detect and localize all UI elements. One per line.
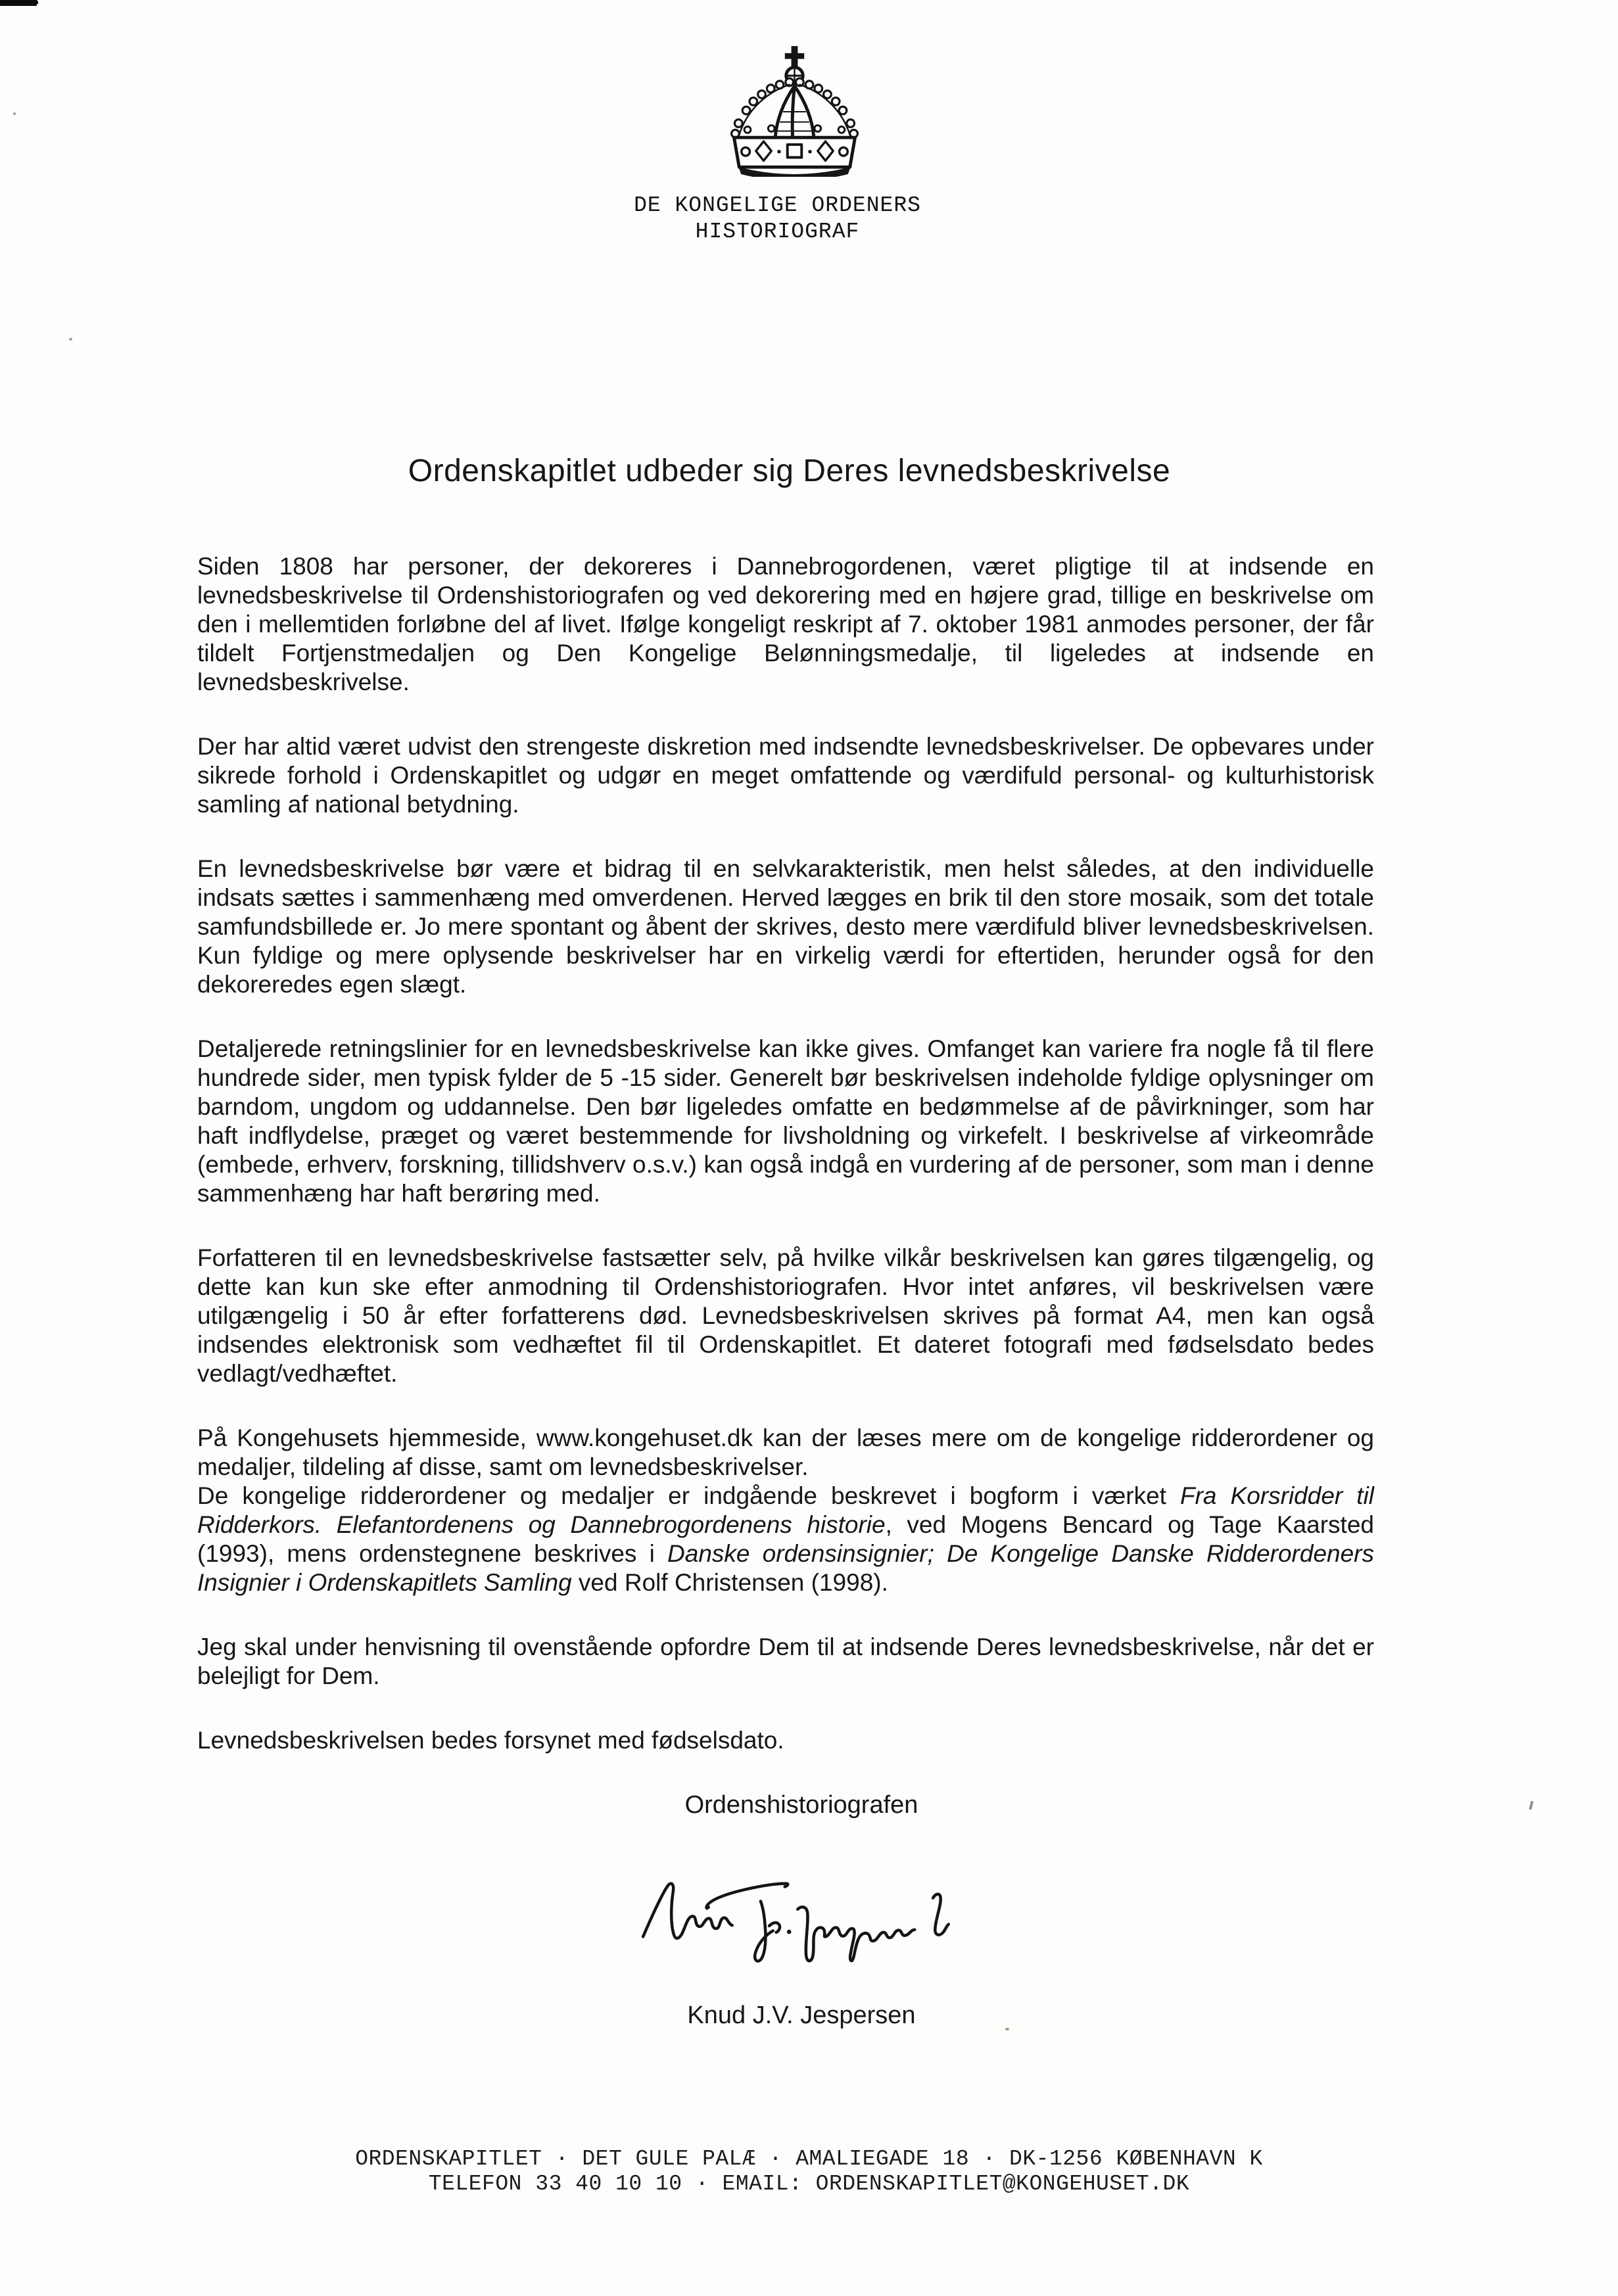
paragraph [197, 1424, 1374, 1482]
paragraph-text: Forfatteren til en levnedsbeskrivelse fastsætter selv, på hvilke vilkår beskrivelsen kan gøres tilgængelig, og dette kan kun ske efter anmodning til Ordenshistoriografen. Hvor intet anføres, vil beskrivelsen være utilgængelig i 50 år efter forfatterens død. Levnedsbeskrivelsen skrives på format A4, men kan også indsendes elektronisk som vedhæftet fil til Ordenskapitlet. Et dateret fotografi med fødselsdato bedes vedlagt/vedhæftet. [197, 1244, 1374, 1387]
letter-body [197, 552, 1374, 1755]
org-line-1: DE KONGELIGE ORDENERS [634, 193, 921, 218]
handwritten-signature [640, 1855, 963, 1973]
footer-address-line: ORDENSKAPITLET · DET GULE PALÆ · AMALIEGADE 18 · DK-1256 KØBENHAVN K [355, 2147, 1263, 2171]
paragraph-text: Jeg skal under henvisning til ovenstående opfordre Dem til at indsende Deres levnedsbeskrivelse, når det er belejligt for Dem. [197, 1633, 1374, 1689]
paragraph-text: Siden 1808 har personer, der dekoreres i Dannebrogordenen, været pligtige til at indsende en levnedsbeskrivelse til Ordenshistoriografen og ved dekorering med en højere grad, tillige en beskrivelse om den i mellemtiden forløbne del af livet. Ifølge kongeligt reskript af 7. oktober 1981 anmodes personer, der får tildelt Fortjenstmedaljen og Den Kongelige Belønningsmedalje, til ligeledes at indsende en levnedsbeskrivelse. [197, 553, 1374, 695]
paragraph-text: Detaljerede retningslinier for en levnedsbeskrivelse kan ikke gives. Omfanget kan variere fra nogle få til flere hundrede sider, men typisk fylder de 5 -15 sider. Generelt bør beskrivelsen indeholde fyldige oplysninger om barndom, ungdom og uddannelse. Den bør ligeledes omfatte en bedømmelse af de påvirkninger, som har haft indflydelse, præget og været bestemmende for livsholdning og virkefelt. I beskrivelse af virkeområde (embede, erhverv, forskning, tillidshverv o.s.v.) kan også indgå en vurdering af de personer, som man i denne sammenhæng har haft berøring med. [197, 1035, 1374, 1207]
paragraph [197, 1244, 1374, 1388]
closing-block [213, 1791, 1390, 2030]
footer-contact-line: TELEFON 33 40 10 10 · EMAIL: ORDENSKAPITLET@KONGEHUSET.DK [428, 2172, 1190, 2196]
scan-speck [13, 112, 16, 115]
paragraph [197, 552, 1374, 697]
paragraph-text: På Kongehusets hjemmeside, www.kongehuset.dk kan der læses mere om de kongelige ridderordener og medaljer, tildeling af disse, samt om levnedsbeskrivelser. [197, 1424, 1374, 1480]
paragraph-text: , ved Mogens Bencard og Tage Kaarsted (1993), mens ordenstegnene beskrives i [197, 1511, 1374, 1567]
signer-name: Knud J.V. Jespersen [687, 2002, 916, 2029]
paragraph [197, 1726, 1374, 1755]
paragraph [197, 1633, 1374, 1691]
paragraph-text: De kongelige ridderordener og medaljer er indgående beskrevet i bogform i værket [197, 1482, 1180, 1509]
royal-crown-icon [717, 45, 872, 177]
paragraph-text: ved Rolf Christensen (1998). [571, 1569, 888, 1596]
paragraph-text: En levnedsbeskrivelse bør være et bidrag til en selvkarakteristik, men helst således, at den individuelle indsats sættes i sammenhæng med omverdenen. Herved lægges en brik til den store mosaik, som det totale samfundsbillede er. Jo mere spontant og åbent der skrives, desto mere værdifuld bliver levnedsbeskrivelsen. Kun fyldige og mere oplysende beskrivelser har en virkelig værdi for eftertiden, herunder også for den dekoreredes egen slægt. [197, 855, 1374, 998]
paragraph [197, 1482, 1374, 1597]
letter-footer [0, 2147, 1618, 2197]
book-title-italic: Fra Korsridder til Ridderkors. Elefantordenens og Dannebrogordenens historie [197, 1482, 1375, 1538]
org-line-2: HISTORIOGRAF [695, 220, 860, 244]
paragraph [197, 732, 1374, 819]
scan-artifact-top-left [0, 0, 37, 6]
paragraph-text: Levnedsbeskrivelsen bedes forsynet med fødselsdato. [197, 1727, 784, 1754]
paragraph [197, 855, 1374, 999]
book-title-italic: Danske ordensinsignier; De Kongelige Danske Ridderordeners Insignier i Ordenskapitlets Samling [197, 1540, 1374, 1596]
scan-speck [1529, 1801, 1533, 1810]
letterhead [0, 0, 1618, 245]
letter-title: Ordenskapitlet udbeder sig Deres levnedsbeskrivelse [408, 454, 1171, 488]
organization-name [0, 193, 1586, 245]
closing-role: Ordenshistoriografen [684, 1791, 918, 1819]
paragraph-text: Der har altid været udvist den strengeste diskretion med indsendte levnedsbeskrivelser. De opbevares under sikrede forhold i Ordenskapitlet og udgør en meget omfattende og værdifuld personal- og kulturhistorisk samling af national betydning. [197, 733, 1374, 818]
paragraph [197, 1035, 1374, 1208]
scan-speck [69, 338, 72, 340]
